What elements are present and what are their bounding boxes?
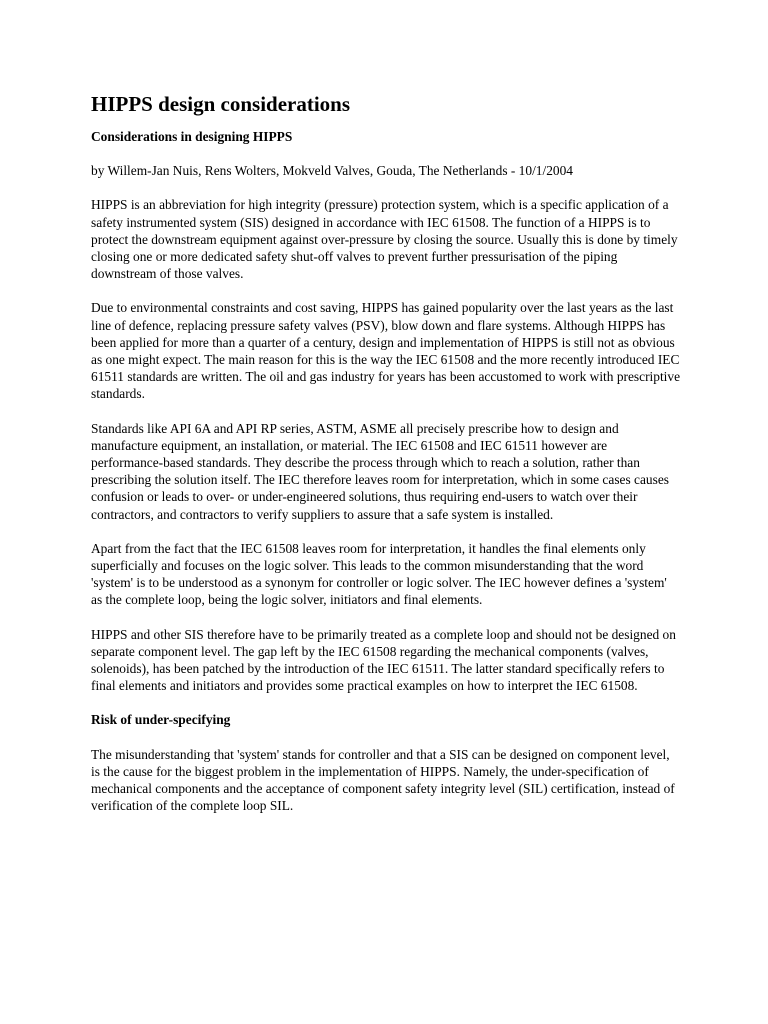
section-heading-risk: Risk of under-specifying [91,712,231,728]
article [91,90,681,832]
paragraph-complete-loop: HIPPS and other SIS therefore have to be primarily treated as a complete loop and should not be designed on separate component level. The gap left by the IEC 61508 regarding the mechanical components (valves, solenoids), has been patched by the introduction of the IEC 61511. The latter standard specifically refers to final elements and initiators and provides some practical examples on how to interpret the IEC 61508. [91,626,676,694]
paragraph-standards: Standards like API 6A and API RP series, ASTM, ASME all precisely prescribe how to design and manufacture equipment, an installation, or material. The IEC 61508 and IEC 61511 however are performance-based standards. They describe the process through which to reach a solution, rather than prescribing the solution itself. The IEC therefore leaves room for interpretation, which in some cases causes confusion or leads to over- or under-engineered solutions, thus requiring end-users to watch over their contractors, and contractors to verify suppliers to assure that a safe system is installed. [91,420,669,522]
paragraph-popularity: Due to environmental constraints and cost saving, HIPPS has gained popularity over the last years as the last line of defence, replacing pressure safety valves (PSV), blow down and flare systems. Although HIPPS has been applied for more than a quarter of a century, design and implementation of HIPPS is still not as obvious as one might expect. The main reason for this is the way the IEC 61508 and the more recently introduced IEC 61511 standards are written. The oil and gas industry for years has been accustomed to work with prescriptive standards. [91,300,681,402]
article-byline: by Willem-Jan Nuis, Rens Wolters, Mokveld Valves, Gouda, The Netherlands - 10/1/2004 [91,163,573,179]
article-title: HIPPS design considerations [91,92,351,116]
article-subtitle: Considerations in designing HIPPS [91,129,293,144]
paragraph-under-specification: The misunderstanding that 'system' stands for controller and that a SIS can be designed on component level, is the cause for the biggest problem in the implementation of HIPPS. Namely, the under-specification of mechanical components and the acceptance of component safety integrity level (SIL) certification, instead of verification of the complete loop SIL. [91,746,675,814]
paragraph-interpretation: Apart from the fact that the IEC 61508 leaves room for interpretation, it handles the final elements only superficially and focuses on the logic solver. This leads to the common misunderstanding that the word 'system' is to be understood as a synonym for controller or logic solver. The IEC however defines a 'system' as the complete loop, being the logic solver, initiators and final elements. [91,540,667,608]
paragraph-intro: HIPPS is an abbreviation for high integrity (pressure) protection system, which is a specific application of a safety instrumented system (SIS) designed in accordance with IEC 61508. The function of a HIPPS is to protect the downstream equipment against over-pressure by closing the source. Usually this is done by timely closing one or more dedicated safety shut-off valves to prevent further pressurisation of the piping downstream of those valves. [91,197,678,282]
